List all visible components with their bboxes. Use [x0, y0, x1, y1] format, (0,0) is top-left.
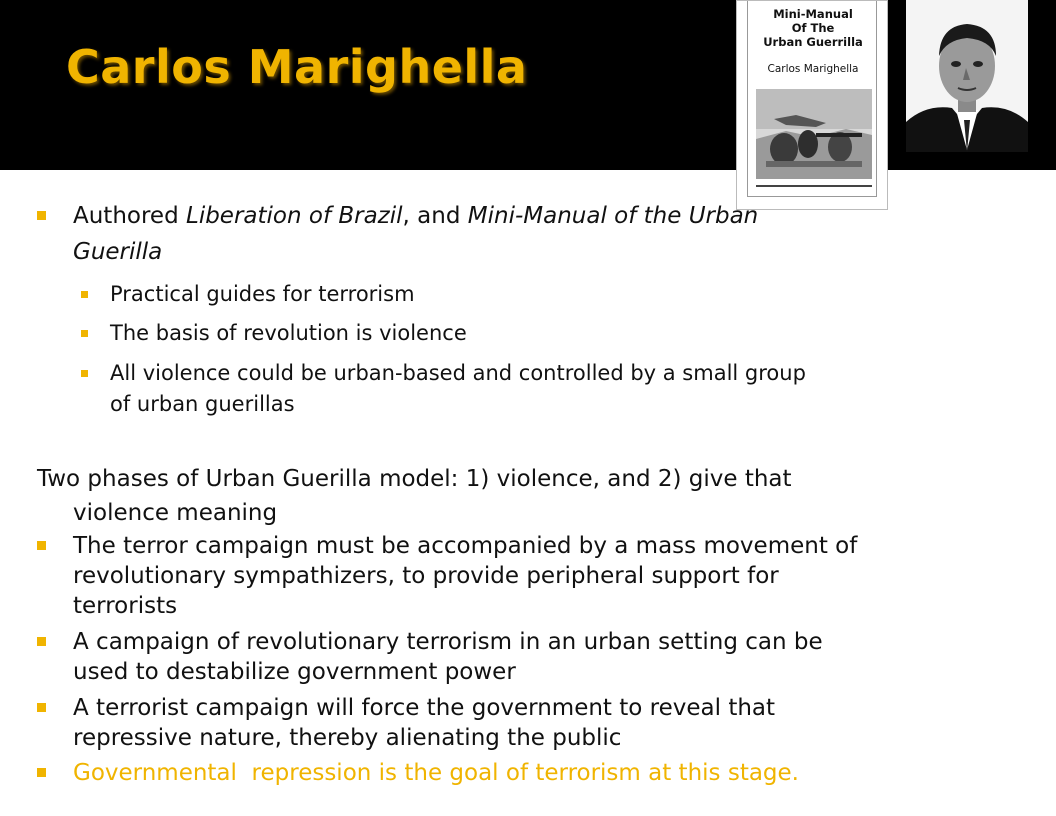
- book-cover-author: Carlos Marighella: [767, 63, 859, 75]
- book-cover-title: Mini-Manual Of The Urban Guerrilla: [763, 7, 863, 49]
- bullet-highlight-goal: Governmental repression is the goal of terrorism at this stage.: [73, 760, 799, 786]
- sub-bullet-1: Practical guides for terrorism: [110, 282, 415, 306]
- portrait-photo: [906, 0, 1028, 152]
- sub-bullet-3: All violence could be urban-based and controlled by a small group: [110, 361, 806, 385]
- bullet-marker: [37, 211, 46, 220]
- sub-bullet-marker: [81, 370, 88, 377]
- soldiers-photo: [756, 89, 872, 179]
- bullet-terror-campaign-cont2: terrorists: [73, 593, 178, 619]
- paragraph-line2: violence meaning: [73, 500, 278, 526]
- bullet-marker: [37, 703, 46, 712]
- sub-bullet-marker: [81, 330, 88, 337]
- bullet-authored: Authored Liberation of Brazil, and Mini-Manual of the Urban: [73, 203, 759, 229]
- bullet-marker: [37, 637, 46, 646]
- bullet-destabilize: A campaign of revolutionary terrorism in an urban setting can be: [73, 629, 823, 655]
- bullet-terror-campaign: The terror campaign must be accompanied by a mass movement of: [73, 533, 858, 559]
- bullet-force-government-cont: repressive nature, thereby alienating the public: [73, 725, 622, 751]
- bullet-authored-cont: Guerilla: [73, 239, 163, 265]
- sub-bullet-3-cont: of urban guerillas: [110, 392, 295, 416]
- bullet-marker: [37, 541, 46, 550]
- paragraph-line1: Two phases of Urban Guerilla model: 1) violence, and 2) give that: [37, 466, 792, 492]
- bullet-marker: [37, 768, 46, 777]
- slide-title: Carlos Marighella: [66, 40, 528, 94]
- sub-bullet-2: The basis of revolution is violence: [110, 321, 467, 345]
- book-cover-image: [736, 0, 888, 210]
- sub-bullet-marker: [81, 291, 88, 298]
- book-cover-rule: [756, 185, 872, 187]
- bullet-terror-campaign-cont1: revolutionary sympathizers, to provide peripheral support for: [73, 563, 779, 589]
- bullet-destabilize-cont: used to destabilize government power: [73, 659, 516, 685]
- bullet-force-government: A terrorist campaign will force the government to reveal that: [73, 695, 776, 721]
